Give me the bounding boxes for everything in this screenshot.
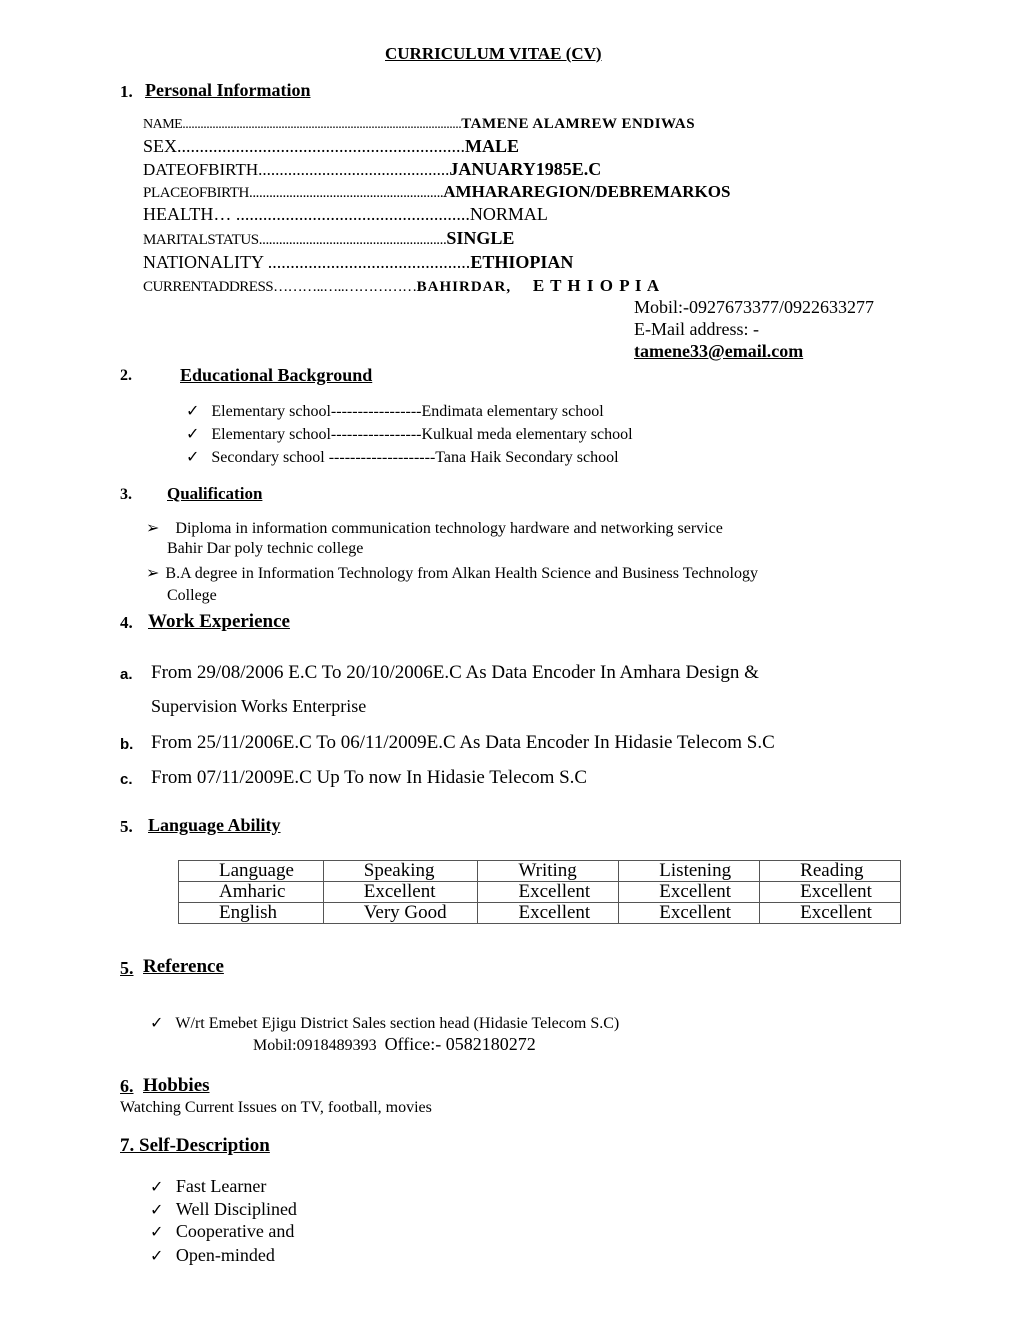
reference-mobile: Mobil:0918489393 [253, 1037, 377, 1054]
nationality-value: ETHIOPIAN [470, 252, 574, 272]
table-cell: Excellent [760, 903, 901, 924]
list-item: ✓ Fast Learner [150, 1176, 267, 1196]
list-item: ✓ Elementary school-----------------Kulkual meda elementary school [186, 424, 633, 443]
section-number-work: 4. [120, 613, 133, 632]
marital-label: MARITALSTATUS........................................................ [143, 232, 447, 248]
section-number-education: 2. [120, 367, 132, 384]
section-heading-work: Work Experience [148, 611, 290, 632]
section-number-reference: 5. [120, 958, 134, 978]
nationality-label: NATIONALITY ............................................. [143, 252, 471, 272]
address-country: E T H I O P I A [532, 276, 661, 295]
work-item-line: From 07/11/2009E.C Up To now In Hidasie Telecom S.C [151, 767, 588, 788]
section-heading-language: Language Ability [148, 815, 281, 835]
reference-line: W/rt Emebet Ejigu District Sales section head (Hidasie Telecom S.C) [175, 1015, 620, 1032]
work-item-letter: c. [120, 771, 133, 788]
check-icon: ✓ [150, 1246, 164, 1265]
health-value: NORMAL [469, 204, 548, 224]
table-row [179, 903, 901, 924]
table-header-cell: Speaking [323, 861, 478, 882]
check-icon: ✓ [150, 1013, 164, 1032]
work-item-line: Supervision Works Enterprise [151, 696, 367, 716]
list-item-continuation: College [167, 587, 217, 604]
reference-contact [253, 1034, 536, 1055]
sex-label: SEX................................................................ [143, 136, 466, 156]
section-heading-personal: Personal Information [145, 80, 311, 100]
reference-item [150, 1013, 619, 1033]
list-item: ✓ Secondary school --------------------Tana Haik Secondary school [186, 447, 619, 466]
table-cell: Excellent [619, 882, 760, 903]
pob-value: AMHARAREGION/DEBREMARKOS [443, 182, 731, 201]
list-item: ✓ Open-minded [150, 1245, 275, 1265]
section-heading-education: Educational Background [180, 365, 373, 385]
health-label: HEALTH… .................................................... [143, 204, 470, 224]
check-icon: ✓ [186, 447, 200, 466]
mobile-number: Mobil:-0927673377/0922633277 [634, 297, 875, 317]
sex-value: MALE [465, 136, 520, 156]
address-label: CURRENTADDRESS………..…..…………… [143, 279, 417, 295]
check-icon: ✓ [186, 424, 200, 443]
work-item-letter: a. [120, 666, 133, 683]
list-item: ➢ Diploma in information communication technology hardware and networking service [146, 518, 723, 537]
list-item: ✓ Elementary school-----------------Endimata elementary school [186, 401, 604, 420]
table-cell: Excellent [478, 903, 619, 924]
page-title: CURRICULUM VITAE (CV) [385, 44, 602, 63]
table-cell: Very Good [323, 903, 478, 924]
table-header-cell: Reading [760, 861, 901, 882]
table-cell: Excellent [478, 882, 619, 903]
check-icon: ✓ [186, 401, 200, 420]
table-header-cell: Writing [478, 861, 619, 882]
list-item-continuation: Bahir Dar poly technic college [167, 540, 364, 557]
work-item-line: From 29/08/2006 E.C To 20/10/2006E.C As Data Encoder In Amhara Design & [151, 662, 759, 683]
dob-label: DATEOFBIRTH............................................. [143, 160, 450, 179]
section-heading-hobbies: Hobbies [143, 1075, 210, 1096]
section-number-hobbies: 6. [120, 1076, 134, 1096]
list-item: ➢ B.A degree in Information Technology from Alkan Health Science and Business Technology [146, 563, 758, 582]
table-cell: Amharic [179, 882, 324, 903]
name-label: NAME............................................................................................. [143, 117, 462, 132]
table-cell: Excellent [760, 882, 901, 903]
arrow-bullet-icon: ➢ [146, 518, 160, 537]
section-number-personal: 1. [120, 82, 133, 101]
check-icon: ✓ [150, 1200, 164, 1219]
section-heading-qualification: Qualification [167, 484, 263, 503]
table-cell: English [179, 903, 324, 924]
section-heading-reference: Reference [143, 956, 224, 977]
email-label: E-Mail address: - [634, 319, 759, 339]
name-value: TAMENE ALAMREW ENDIWAS [461, 116, 696, 132]
table-row [179, 882, 901, 903]
table-header-row [179, 861, 901, 882]
section-number-language: 5. [120, 817, 133, 836]
table-cell: Excellent [323, 882, 478, 903]
work-item-line: From 25/11/2006E.C To 06/11/2009E.C As Data Encoder In Hidasie Telecom S.C [151, 732, 775, 753]
address-value: BAHIRDAR, [416, 279, 512, 295]
section-heading-self-description: 7. Self-Description [120, 1135, 270, 1156]
language-table [178, 860, 901, 924]
check-icon: ✓ [150, 1222, 164, 1241]
list-item: ✓ Cooperative and [150, 1221, 295, 1241]
table-cell: Excellent [619, 903, 760, 924]
email-link[interactable]: tamene33@email.com [634, 341, 804, 361]
list-item: ✓ Well Disciplined [150, 1199, 297, 1219]
check-icon: ✓ [150, 1177, 164, 1196]
section-number-qualification: 3. [120, 486, 132, 503]
hobbies-text: Watching Current Issues on TV, football, movies [120, 1099, 432, 1116]
pob-label: PLACEOFBIRTH.......................................................... [143, 185, 444, 201]
arrow-bullet-icon: ➢ [146, 563, 160, 582]
table-header-cell: Language [179, 861, 324, 882]
marital-value: SINGLE [446, 228, 515, 248]
dob-value: JANUARY1985E.C [449, 159, 602, 179]
table-header-cell: Listening [619, 861, 760, 882]
reference-office: Office:- 0582180272 [384, 1034, 536, 1054]
work-item-letter: b. [120, 736, 134, 753]
